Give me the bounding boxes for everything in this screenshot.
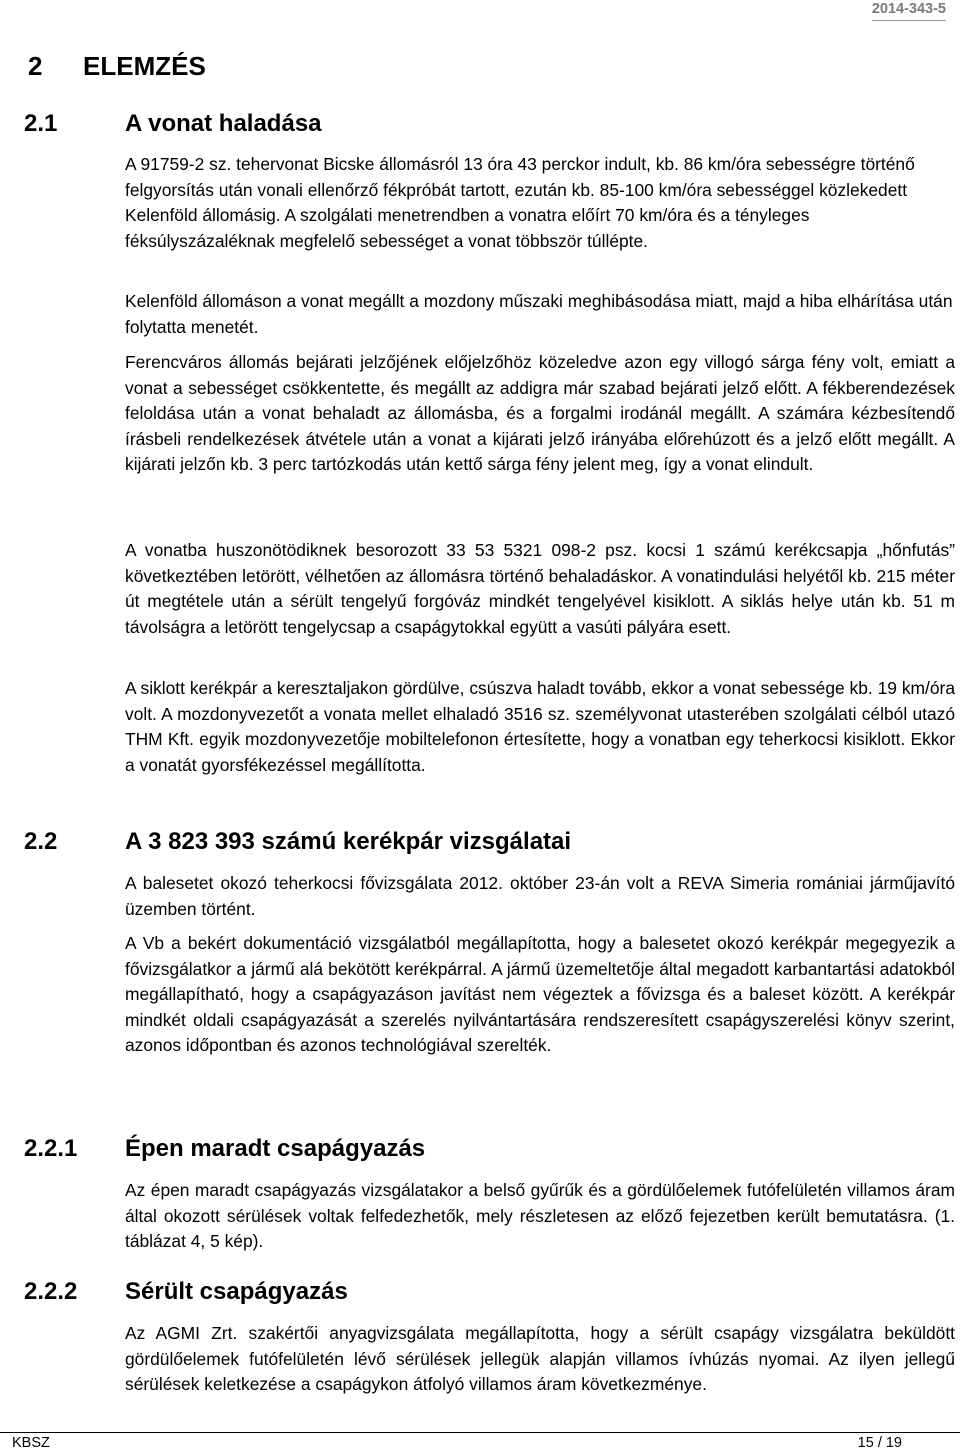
footer-organization: KBSZ xyxy=(12,1435,50,1451)
section-number: 2.2 xyxy=(24,828,58,855)
section-heading-2 xyxy=(28,50,206,82)
paragraph: Az AGMI Zrt. szakértői anyagvizsgálata megállapította, hogy a sérült csapágy vizsgálatra beküldött gördülőelemek futófelületén lévő sérülések jellegük alapján villamos ívhúzás nyomai. Az ilyen jellegű sérülések keletkezése a csapágykon átfolyó villamos áram következménye. xyxy=(125,1323,955,1395)
paragraph: Ferencváros állomás bejárati jelzőjének előjelzőhöz közeledve azon egy villogó sárga fény volt, emiatt a vonat a sebességet csökkentette, és megállt az addigra már szabad bejárati jelző előtt. A fékberendezések feloldása után a vonat behaladt az állomásba, és a forgalmi irodánál megállt. A számára kézbesítendő írásbeli rendelkezések átvétele után a vonat a kijárati jelző irányába előrehúzott és a jelző előtt megállt. A kijárati jelzőn kb. 3 perc tartózkodás után kettő sárga fény jelent meg, így a vonat elindult. xyxy=(125,352,955,475)
paragraph: Kelenföld állomáson a vonat megállt a mozdony műszaki meghibásodása miatt, majd a hiba elhárítása után folytatta menetét. xyxy=(125,291,953,337)
paragraph: Az épen maradt csapágyazás vizsgálatakor a belső gyűrűk és a gördülőelemek futófelületén villamos áram által okozott sérülések voltak felfedezhetők, mely részletesen az előző fejezetben került bemutatásra. (1. táblázat 4, 5 kép). xyxy=(125,1180,955,1252)
paragraph: A 91759-2 sz. tehervonat Bicske állomásról 13 óra 43 perckor indult, kb. 86 km/óra sebességre történő felgyorsítás után vonali ellenőrző fékpróbát tartott, ezután kb. 85-100 km/óra sebességgel közlekedett Kelenföld állomásig. A szolgálati menetrendben a vonatra előírt 70 km/óra és a tényleges féksúlyszázaléknak megfelelő sebességet a vonat többször túllépte. xyxy=(125,154,915,251)
section-number: 2.2.2 xyxy=(24,1278,78,1305)
section-title: A vonat haladása xyxy=(125,110,322,137)
section-number: 2.2.1 xyxy=(24,1135,78,1162)
section-heading-2-2-2 xyxy=(24,1276,348,1308)
footer-divider xyxy=(0,1432,960,1433)
paragraph: A Vb a bekért dokumentáció vizsgálatból megállapította, hogy a balesetet okozó kerékpár megegyezik a fővizsgálatkor a jármű alá bekötött kerékpárral. A jármű üzemeltetője által megadott karbantartási adatokból megállapítható, hogy a csapágyazáson javítást nem végeztek a fővizsga és a baleset között. A kerékpár mindkét oldali csapágyazását a szerelés nyilvántartására rendszeresített csapágyszerelési könyv szerint, azonos időpontban és azonos technológiával szerelték. xyxy=(125,933,955,1056)
section-heading-2-1 xyxy=(24,108,322,140)
document-id: 2014-343-5 xyxy=(872,0,946,21)
paragraph: A vonatba huszonötödiknek besorozott 33 53 5321 098-2 psz. kocsi 1 számú kerékcsapja „hőnfutás” következtében letörött, vélhetően az állomásra történő behaladáskor. A vonatindulási helyétől kb. 215 méter út megtétele után a sérült tengelyű forgóváz mindkét tengelyével kisiklott. A siklás helye után kb. 51 m távolságra a letörött tengelycsap a csapágytokkal együtt a vasúti pályára esett. xyxy=(125,540,955,637)
section-heading-2-2 xyxy=(24,826,571,858)
section-title: ELEMZÉS xyxy=(83,51,206,81)
section-heading-2-2-1 xyxy=(24,1133,425,1165)
paragraph: A siklott kerékpár a keresztaljakon gördülve, csúszva haladt tovább, ekkor a vonat sebessége kb. 19 km/óra volt. A mozdonyvezetőt a vonata mellet elhaladó 3516 sz. személyvonat utasterében szolgálati célból utazó THM Kft. egyik mozdonyvezetője mobiltelefonon értesítette, hogy a vonatban egy teherkocsi kisiklott. Ekkor a vonatát gyorsfékezéssel megállította. xyxy=(125,678,955,775)
paragraph: A balesetet okozó teherkocsi fővizsgálata 2012. október 23-án volt a REVA Simeria romániai járműjavító üzemben történt. xyxy=(125,873,955,919)
section-title: Sérült csapágyazás xyxy=(125,1278,348,1305)
footer-page-number: 15 / 19 xyxy=(857,1435,902,1451)
section-number: 2 xyxy=(28,51,43,81)
section-number: 2.1 xyxy=(24,110,58,137)
section-title: A 3 823 393 számú kerékpár vizsgálatai xyxy=(125,828,572,855)
section-title: Épen maradt csapágyazás xyxy=(125,1135,426,1162)
